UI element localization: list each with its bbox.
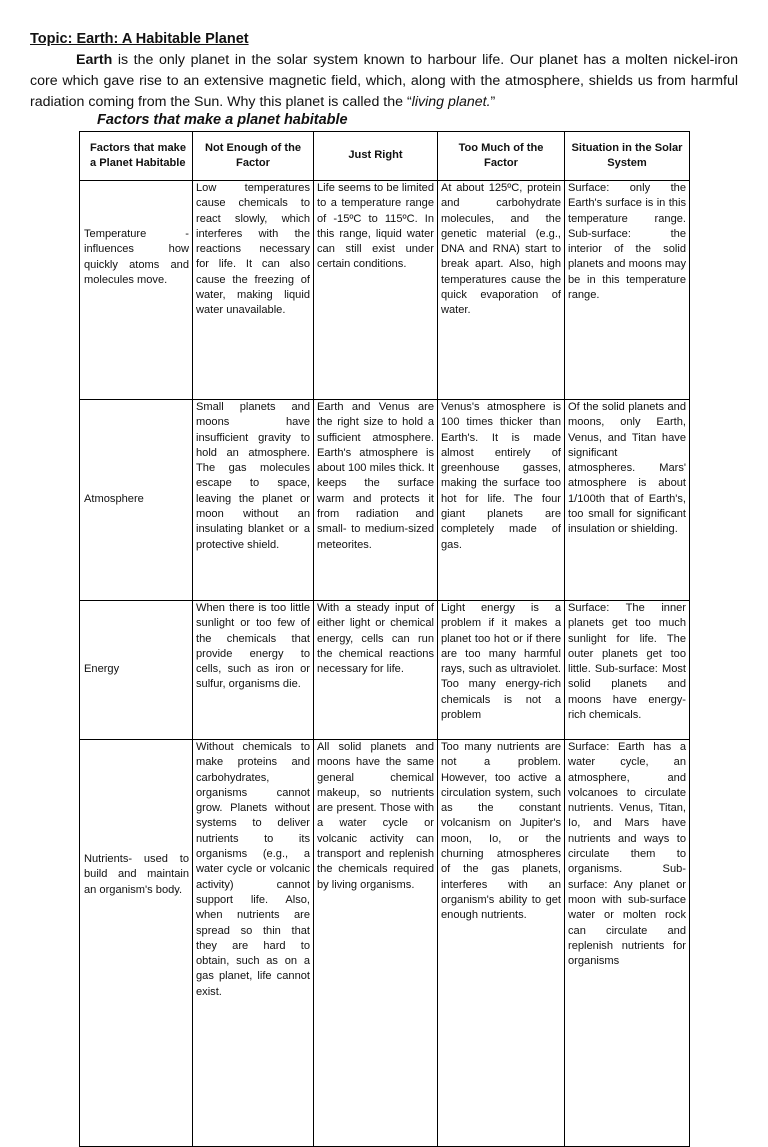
cell-just-right: All solid planets and moons have the same general chemical makeup, so nutrients are present. Those with a water cycle or volcanic activity can transport and replenish the chemicals required by living organisms. (314, 740, 438, 1147)
intro-text-end: ” (490, 94, 496, 110)
cell-not-enough: Without chemicals to make proteins and carbohydrates, organisms cannot grow. Planets without systems to deliver nutrients to its organisms (e.g., a water cycle or volcanic activity) cannot support life. Also, when nutrients are spread so thin that they are hard to obtain, such as on a gas planet, life cannot exist. (193, 740, 314, 1147)
intro-text: is the only planet in the solar system known to harbour life. Our planet has a molten nickel-iron core which gave rise to an extensive magnetic field, which, along with the atmosphere, shields us from harmful radiation coming from the Sun. Why this planet is called the “ (30, 52, 738, 110)
intro-emphasis: living planet. (411, 94, 491, 110)
cell-not-enough: Small planets and moons have insufficient gravity to hold an atmosphere. The gas molecules escape to space, leaving the planet or moon without an insulating blanket or a protective shield. (193, 400, 314, 601)
table-title: Factors that make a planet habitable (97, 112, 348, 128)
cell-factor: Temperature - influences how quickly atoms and molecules move. (80, 181, 193, 400)
cell-situation: Surface: The inner planets get too much sunlight for life. The outer planets get too little. Sub-surface: Most solid planets and moons have energy-rich chemicals. (565, 601, 690, 740)
cell-too-much: At about 125ºC, protein and carbohydrate molecules, and the genetic material (e.g., DNA and RNA) start to break apart. Also, high temperatures cause the quick evaporation of water. (438, 181, 565, 400)
cell-too-much: Too many nutrients are not a problem. However, too active a circulation system, such as the constant volcanism on Jupiter's moon, Io, or the churning atmospheres of the gas planets, interferes with an organism's ability to get enough nutrients. (438, 740, 565, 1147)
intro-lead-word: Earth (76, 52, 113, 68)
cell-just-right: Life seems to be limited to a temperature range of -15ºC to 115ºC. In this range, liquid water can still exist under certain conditions. (314, 181, 438, 400)
table-row-nutrients (80, 740, 690, 1147)
table-row-energy (80, 601, 690, 740)
header-factors: Factors that make a Planet Habitable (80, 132, 193, 181)
habitability-table (79, 131, 690, 1147)
cell-situation: Of the solid planets and moons, only Earth, Venus, and Titan have significant atmospheres. Mars' atmosphere is about 1/100th that of Earth's, too small for significant insulation or shielding. (565, 400, 690, 601)
header-situation: Situation in the Solar System (565, 132, 690, 181)
topic-heading: Topic: Earth: A Habitable Planet (30, 31, 249, 47)
cell-too-much: Light energy is a problem if it makes a planet too hot or if there are too many harmful rays, such as ultraviolet. Too many energy-rich chemicals is not a problem (438, 601, 565, 740)
cell-too-much: Venus's atmosphere is 100 times thicker than Earth's. It is made almost entirely of greenhouse gasses, making the surface too hot for life. The four giant planets are completely made of gas. (438, 400, 565, 601)
cell-not-enough: Low temperatures cause chemicals to react slowly, which interferes with the reactions necessary for life. It can also cause the freezing of water, making liquid water unavailable. (193, 181, 314, 400)
cell-not-enough: When there is too little sunlight or too few of the chemicals that provide energy to cells, such as iron or sulfur, organisms die. (193, 601, 314, 740)
cell-just-right: Earth and Venus are the right size to hold a sufficient atmosphere. Earth's atmosphere is about 100 miles thick. It keeps the surface warm and protects it from radiation and small- to medium-sized meteorites. (314, 400, 438, 601)
header-just-right: Just Right (314, 132, 438, 181)
header-not-enough: Not Enough of the Factor (193, 132, 314, 181)
table-header-row (80, 132, 690, 181)
cell-situation: Surface: only the Earth's surface is in this temperature range. Sub-surface: the interior of the solid planets and moons may be in this temperature range. (565, 181, 690, 400)
intro-paragraph (30, 50, 738, 113)
cell-factor: Atmosphere (80, 400, 193, 601)
cell-factor: Nutrients- used to build and maintain an organism's body. (80, 740, 193, 1147)
cell-factor: Energy (80, 601, 193, 740)
cell-situation: Surface: Earth has a water cycle, an atmosphere, and volcanoes to circulate nutrients. Venus, Titan, Io, and Mars have nutrients and ways to circulate them to organisms. Sub-surface: Any planet or moon with sub-surface water or molten rock can circulate and replenish nutrients for organisms (565, 740, 690, 1147)
table-row-atmosphere (80, 400, 690, 601)
cell-just-right: With a steady input of either light or chemical energy, cells can run the chemical reactions necessary for life. (314, 601, 438, 740)
table-row-temperature (80, 181, 690, 400)
header-too-much: Too Much of the Factor (438, 132, 565, 181)
